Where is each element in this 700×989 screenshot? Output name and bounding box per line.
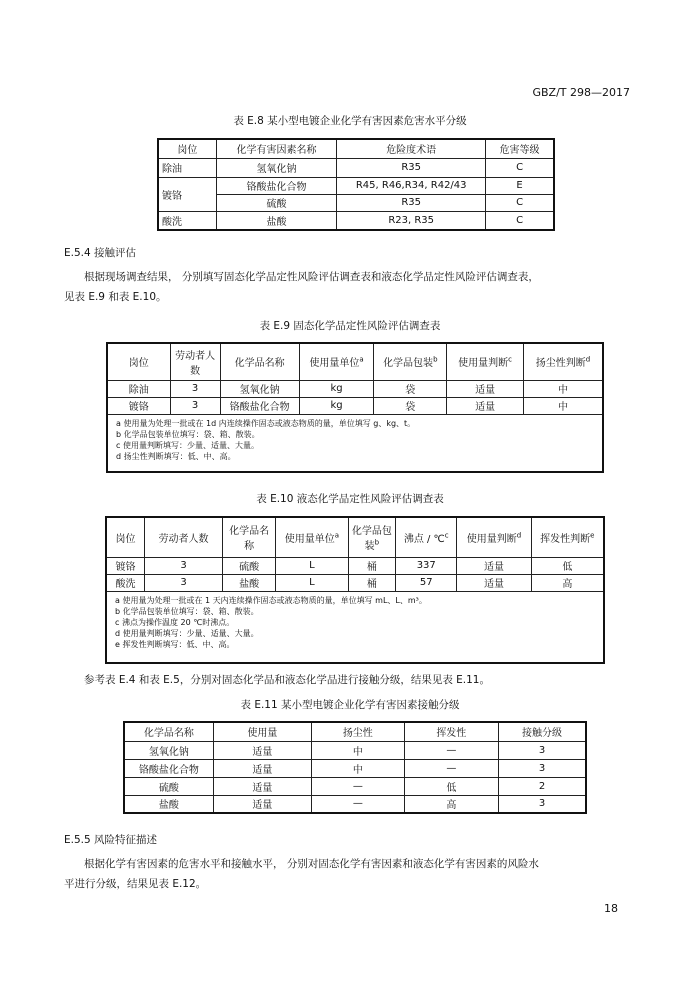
standard-code: GBZ/T 298—2017	[532, 86, 630, 99]
table-cell: 盐酸	[216, 211, 337, 230]
table-e11-caption: 表 E.11 某小型电镀企业化学有害因素接触分级	[240, 699, 460, 711]
table-cell: 镀铬	[106, 557, 144, 574]
table-header-cell: 化学品包装$^b$	[374, 343, 447, 380]
table-header-cell: 化学有害因素名称	[216, 139, 337, 158]
table-e10	[105, 516, 605, 664]
table-cell: 铬酸盐化合物	[216, 177, 337, 194]
table-row	[158, 177, 554, 194]
table-cell: kg	[299, 380, 374, 397]
table-header-cell: 化学品包装$^b$	[348, 517, 396, 557]
table-cell: C	[486, 158, 554, 177]
table-cell: 中	[524, 397, 603, 414]
table-cell: 适量	[457, 574, 531, 591]
table-cell: 桶	[348, 574, 396, 591]
table-cell: —	[312, 795, 405, 813]
table-header-cell: 使用量单位$^a$	[276, 517, 348, 557]
table-header-cell: 接触分级	[499, 722, 586, 741]
table-row	[106, 557, 604, 574]
table-cell: 3	[499, 759, 586, 777]
table-header-cell: 岗位	[158, 139, 216, 158]
table-header-cell: 扬尘性	[312, 722, 405, 741]
table-header-cell: 化学品名称	[220, 343, 299, 380]
table-cell: E	[486, 177, 554, 194]
paragraph-line: 根据现场调查结果， 分别填写固态化学品定性风险评估调查表和液态化学品定性风险评估调查表，	[84, 271, 539, 283]
table-cell: 桶	[348, 557, 396, 574]
table-header-cell: 挥发性	[404, 722, 498, 741]
table-cell: 铬酸盐化合物	[124, 759, 213, 777]
table-cell: 3	[144, 557, 222, 574]
table-header-cell: 使用量单位$^a$	[299, 343, 374, 380]
table-note: d 使用量判断填写：少量、适量、大量。	[115, 628, 259, 638]
table-cell: 酸洗	[106, 574, 144, 591]
table-e9-caption: 表 E.9 固态化学品定性风险评估调查表	[259, 320, 441, 332]
table-header-cell: 使用量	[213, 722, 311, 741]
table-header-cell: 岗位	[106, 517, 144, 557]
table-header-cell: 化学品名称	[124, 722, 213, 741]
table-cell: 硫酸	[223, 557, 276, 574]
table-cell: 低	[531, 557, 604, 574]
table-cell: 镀铬	[107, 397, 170, 414]
table-cell: 适量	[213, 759, 311, 777]
table-cell: —	[312, 777, 405, 795]
table-cell: 337	[396, 557, 457, 574]
table-cell: 高	[531, 574, 604, 591]
table-header-cell: 劳动者人数	[144, 517, 222, 557]
table-header-cell: 使用量判断$^d$	[457, 517, 531, 557]
paragraph-line: 平进行分级，结果见表 E.12。	[64, 878, 207, 890]
table-cell: 中	[312, 741, 405, 759]
table-cell: 袋	[374, 397, 447, 414]
table-note: b 化学品包装单位填写：袋、箱、散装。	[115, 606, 259, 616]
table-header-cell: 危害等级	[486, 139, 554, 158]
table-cell: 适量	[213, 741, 311, 759]
table-e8-caption: 表 E.8 某小型电镀企业化学有害因素危害水平分级	[233, 115, 467, 127]
table-cell: 3	[144, 574, 222, 591]
table-cell: R35	[337, 194, 486, 211]
table-cell: C	[486, 211, 554, 230]
table-cell: L	[276, 557, 348, 574]
table-cell: 3	[170, 397, 220, 414]
table-e9	[106, 342, 604, 473]
table-cell: —	[404, 741, 498, 759]
section-heading-e54: E.5.4 接触评估	[64, 247, 137, 259]
table-header-cell: 挥发性判断$^e$	[531, 517, 604, 557]
table-header-cell: 沸点 / ℃$^c$	[396, 517, 457, 557]
table-row	[124, 795, 586, 813]
table-note: a 使用量为处理一批或在 1 天内连续操作固态或液态物质的量，单位填写 mL、L、m³。	[115, 595, 427, 605]
table-cell: 袋	[374, 380, 447, 397]
table-header-cell: 使用量判断$^c$	[447, 343, 524, 380]
table-cell: 57	[396, 574, 457, 591]
table-cell: 除油	[158, 158, 216, 177]
table-e10-caption: 表 E.10 液态化学品定性风险评估调查表	[256, 493, 444, 505]
table-header-cell: 危险度术语	[337, 139, 486, 158]
table-cell: 氢氧化钠	[124, 741, 213, 759]
table-notes	[107, 414, 603, 472]
table-cell: 高	[404, 795, 498, 813]
table-cell: 氢氧化钠	[216, 158, 337, 177]
table-cell: 盐酸	[223, 574, 276, 591]
table-row	[106, 574, 604, 591]
section-heading-e55: E.5.5 风险特征描述	[64, 834, 158, 846]
table-notes	[106, 591, 604, 663]
table-cell: 盐酸	[124, 795, 213, 813]
table-header-cell: 岗位	[107, 343, 170, 380]
table-cell: 酸洗	[158, 211, 216, 230]
table-cell: 中	[524, 380, 603, 397]
table-header-cell: 化学品名称	[223, 517, 276, 557]
table-cell: 硫酸	[216, 194, 337, 211]
table-cell: 3	[499, 741, 586, 759]
table-cell: 2	[499, 777, 586, 795]
table-cell: R45, R46,R34, R42/43	[337, 177, 486, 194]
table-cell: L	[276, 574, 348, 591]
page-number: 18	[604, 902, 618, 915]
paragraph-line: 根据化学有害因素的危害水平和接触水平， 分别对固态化学有害因素和液态化学有害因素的风险水	[84, 858, 539, 870]
reference-line: 参考表 E.4 和表 E.5，分别对固态化学品和液态化学品进行接触分级，结果见表 E.11。	[84, 674, 490, 686]
table-cell: 中	[312, 759, 405, 777]
table-row	[158, 211, 554, 230]
table-cell: 氢氧化钠	[220, 380, 299, 397]
table-note: c 使用量判断填写：少量、适量、大量。	[116, 440, 259, 450]
table-note: e 挥发性判断填写：低、中、高。	[115, 639, 235, 649]
table-cell: C	[486, 194, 554, 211]
table-cell: R35	[337, 158, 486, 177]
table-cell: 适量	[457, 557, 531, 574]
table-row	[158, 194, 554, 211]
table-note: b 化学品包装单位填写：袋、箱、散装。	[116, 429, 260, 439]
table-e8	[157, 138, 555, 231]
table-row	[124, 777, 586, 795]
table-row	[124, 759, 586, 777]
table-cell: 适量	[213, 795, 311, 813]
table-cell: 适量	[213, 777, 311, 795]
table-note: d 扬尘性判断填写：低、中、高。	[116, 451, 236, 461]
table-row	[124, 741, 586, 759]
table-note: c 沸点为操作温度 20 ℃时沸点。	[115, 617, 235, 627]
table-cell: 适量	[447, 397, 524, 414]
table-cell: 除油	[107, 380, 170, 397]
table-cell: kg	[299, 397, 374, 414]
table-cell: 3	[499, 795, 586, 813]
table-row	[107, 397, 603, 414]
table-cell: —	[404, 759, 498, 777]
table-cell: 低	[404, 777, 498, 795]
table-cell: R23, R35	[337, 211, 486, 230]
table-row	[158, 158, 554, 177]
table-row	[107, 380, 603, 397]
table-header-cell: 扬尘性判断$^d$	[524, 343, 603, 380]
table-cell: 硫酸	[124, 777, 213, 795]
table-cell: 铬酸盐化合物	[220, 397, 299, 414]
table-e11	[123, 721, 587, 814]
table-cell: 3	[170, 380, 220, 397]
table-cell: 适量	[447, 380, 524, 397]
paragraph-line: 见表 E.9 和表 E.10。	[64, 291, 167, 303]
table-cell: 镀铬	[158, 177, 216, 211]
table-header-cell: 劳动者人数	[170, 343, 220, 380]
table-note: a 使用量为处理一批或在 1d 内连续操作固态或液态物质的量，单位填写 g、kg、t。	[116, 418, 416, 428]
